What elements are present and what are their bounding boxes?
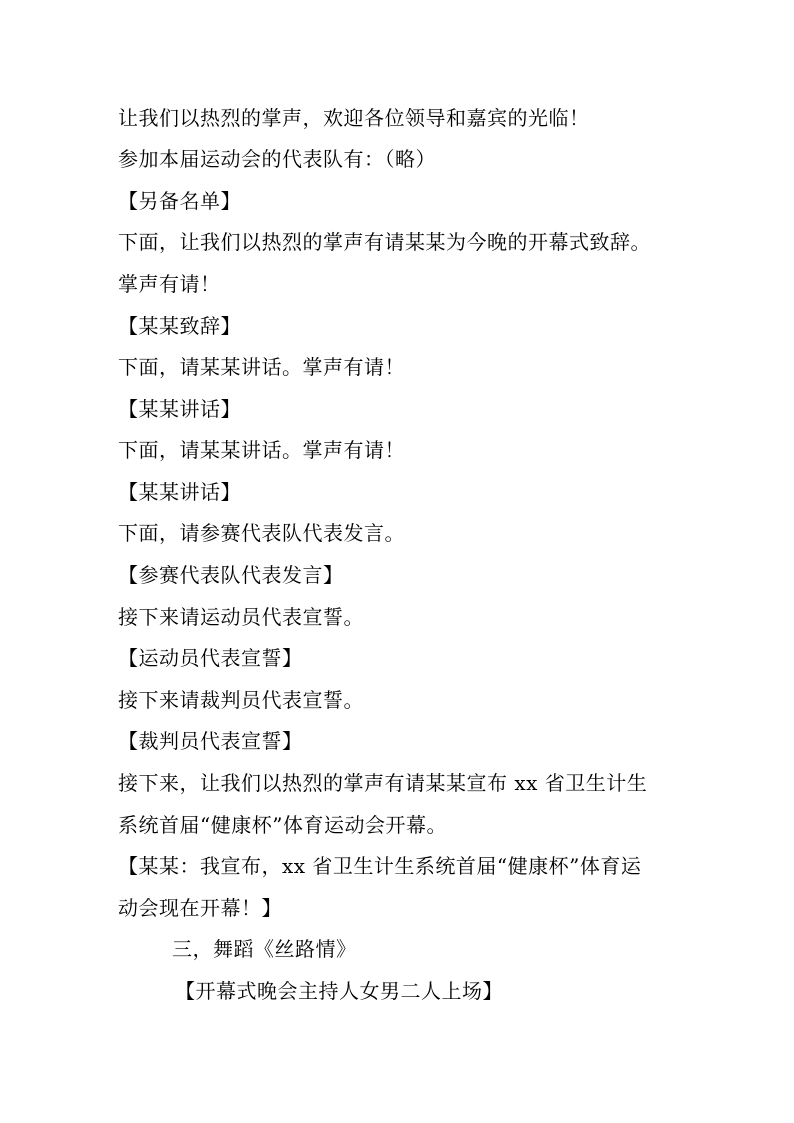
team-speech-line: 下面，请参赛代表队代表发言。: [118, 521, 405, 545]
applause-line: 掌声有请！: [118, 272, 221, 296]
note-team-speech: 【参赛代表队代表发言】: [118, 563, 344, 587]
note-talk-2: 【某某讲话】: [118, 480, 241, 504]
note-hosts-enter: 【开幕式晚会主持人女男二人上场】: [175, 979, 503, 1003]
opening-invite-line-cont: 系统首届“健康杯”体育运动会开幕。: [118, 813, 447, 837]
note-speech: 【某某致辞】: [118, 314, 241, 338]
note-athlete-oath: 【运动员代表宣誓】: [118, 646, 303, 670]
note-talk-1: 【某某讲话】: [118, 397, 241, 421]
athlete-oath-line: 接下来请运动员代表宣誓。: [118, 605, 364, 629]
talk-invite-line-1: 下面，请某某讲话。掌声有请！: [118, 355, 405, 379]
note-declare-open-cont: 动会现在开幕！】: [118, 896, 282, 920]
opening-invite-line: 接下来，让我们以热烈的掌声有请某某宣布 xx 省卫生计生: [118, 771, 648, 795]
note-referee-oath: 【裁判员代表宣誓】: [118, 729, 303, 753]
note-declare-open: 【某某：我宣布，xx 省卫生计生系统首届“健康杯”体育运: [118, 854, 642, 878]
teams-line: 参加本届运动会的代表队有：（略）: [118, 147, 436, 171]
section-dance: 三，舞蹈《丝路情》: [172, 937, 357, 961]
welcome-line: 让我们以热烈的掌声，欢迎各位领导和嘉宾的光临！: [118, 106, 590, 130]
referee-oath-line: 接下来请裁判员代表宣誓。: [118, 688, 364, 712]
note-list: 【另备名单】: [118, 189, 241, 213]
speech-invite-line: 下面，让我们以热烈的掌声有请某某为今晚的开幕式致辞。: [118, 230, 651, 254]
talk-invite-line-2: 下面，请某某讲话。掌声有请！: [118, 438, 405, 462]
